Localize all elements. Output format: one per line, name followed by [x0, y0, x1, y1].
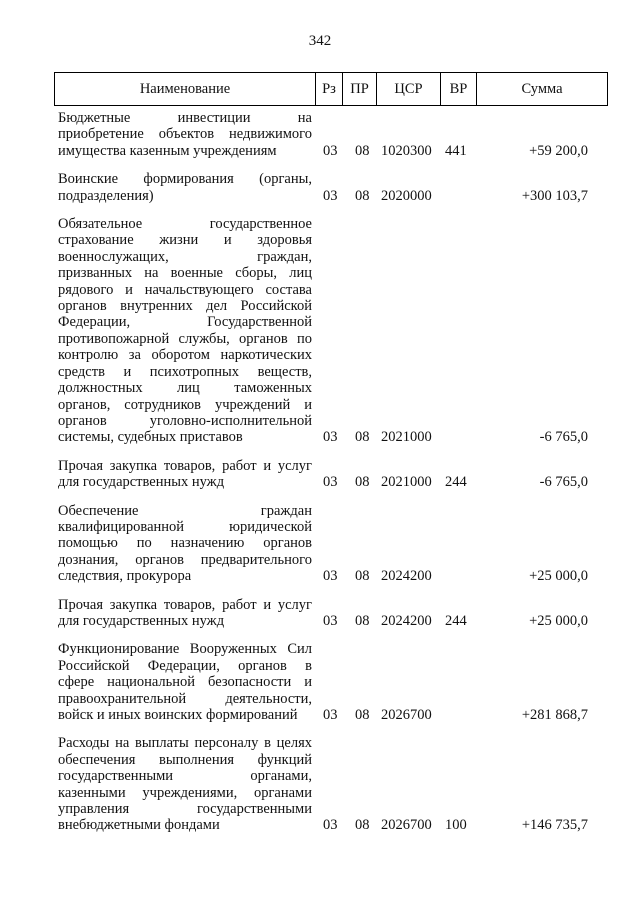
row-name-line: должностных лиц таможенных — [58, 380, 312, 397]
table-row — [0, 597, 640, 630]
row-name-line: квалифицированной юридической — [58, 518, 312, 535]
row-rz: 03 — [323, 429, 338, 446]
header-rz: Рз — [316, 73, 343, 105]
row-vr: 244 — [445, 612, 467, 629]
row-csr: 2020000 — [381, 187, 432, 204]
row-name-line: внебюджетными фондами — [58, 817, 220, 834]
row-name — [58, 110, 312, 159]
row-sum: -6 765,0 — [539, 474, 588, 491]
table-body — [0, 110, 640, 846]
row-csr: 2021000 — [381, 474, 432, 491]
row-rz: 03 — [323, 474, 338, 491]
row-name-line: рядового и начальствующего состава — [58, 281, 312, 298]
row-name-line: для государственных нужд — [58, 612, 225, 629]
row-name — [58, 171, 312, 204]
row-name-line: органов внутренних дел Российской — [58, 298, 312, 315]
table-row — [0, 735, 640, 833]
row-sum: +25 000,0 — [529, 568, 588, 585]
row-name-line: казенными учреждениями, органами — [58, 784, 312, 801]
row-name-line: Обязательное государственное — [58, 216, 312, 233]
row-name-line: Расходы на выплаты персоналу в целях — [58, 735, 312, 752]
row-sum: +300 103,7 — [521, 187, 588, 204]
row-name — [58, 458, 312, 491]
row-csr: 2026700 — [381, 817, 432, 834]
row-name-line: контролю за оборотом наркотических — [58, 347, 312, 364]
row-sum: +146 735,7 — [521, 817, 588, 834]
row-name-line: государственными органами, — [58, 768, 312, 785]
header-sum: Сумма — [521, 80, 563, 97]
row-csr: 2024200 — [381, 568, 432, 585]
row-csr: 2024200 — [381, 612, 432, 629]
row-pr: 08 — [355, 817, 370, 834]
row-name-line: помощью по назначению органов — [58, 535, 312, 552]
row-rz: 03 — [323, 707, 338, 723]
row-name — [58, 216, 312, 446]
row-name-line: сфере национальной безопасности и — [58, 674, 312, 691]
row-name-line: органов уголовно-исполнительной — [58, 412, 312, 429]
row-pr: 08 — [355, 429, 370, 446]
row-name-line: управления государственными — [58, 801, 312, 818]
table-row — [0, 110, 640, 159]
row-name-line: дознания, органов предварительного — [58, 551, 312, 568]
row-name-line: для государственных нужд — [58, 474, 225, 491]
table-row — [0, 216, 640, 446]
header-csr: ЦСР — [377, 73, 441, 105]
row-name-line: приобретение объектов недвижимого — [58, 126, 312, 143]
row-pr: 08 — [355, 142, 370, 159]
header-pr: ПР — [343, 73, 377, 105]
row-pr: 08 — [355, 612, 370, 629]
row-rz: 03 — [323, 817, 338, 834]
row-name-line: правоохранительной деятельности, — [58, 690, 312, 707]
header-name: Наименование — [55, 73, 316, 105]
row-name-line: органов, сотрудников учреждений и — [58, 396, 312, 413]
header-vr: ВР — [441, 73, 477, 105]
table-row — [0, 458, 640, 491]
row-pr: 08 — [355, 474, 370, 491]
page-number: 342 — [308, 33, 332, 49]
table-row — [0, 503, 640, 585]
row-name-line: страхование жизни и здоровья — [58, 232, 312, 249]
row-name — [58, 735, 312, 833]
row-name-line: Воинские формирования (органы, — [58, 171, 312, 188]
row-vr: 441 — [445, 142, 467, 159]
row-pr: 08 — [355, 187, 370, 204]
row-sum: +25 000,0 — [529, 612, 588, 629]
row-pr: 08 — [355, 568, 370, 585]
row-name-line: войск и иных воинских формирований — [58, 707, 298, 723]
row-name-line: средств и психотропных веществ, — [58, 363, 312, 380]
row-name-line: Бюджетные инвестиции на — [58, 110, 312, 126]
row-name-line: имущества казенным учреждениям — [58, 142, 277, 159]
row-sum: -6 765,0 — [539, 429, 588, 446]
row-name-line: Российской Федерации, органов в — [58, 657, 312, 674]
row-name — [58, 597, 312, 630]
row-csr: 1020300 — [381, 142, 432, 159]
row-csr: 2026700 — [381, 707, 432, 723]
row-rz: 03 — [323, 612, 338, 629]
table-row — [0, 171, 640, 204]
row-name-line: противопожарной службы, органов по — [58, 330, 312, 347]
row-name-line: Функционирование Вооруженных Сил — [58, 641, 312, 658]
row-name-line: призванных на военные сборы, лиц — [58, 265, 312, 282]
row-rz: 03 — [323, 142, 338, 159]
row-rz: 03 — [323, 568, 338, 585]
row-name-line: подразделения) — [58, 187, 154, 204]
row-sum: +59 200,0 — [529, 142, 588, 159]
row-name — [58, 641, 312, 723]
row-name-line: системы, судебных приставов — [58, 429, 243, 446]
row-name-line: следствия, прокурора — [58, 568, 192, 585]
row-name-line: Федерации, Государственной — [58, 314, 312, 331]
row-vr: 244 — [445, 474, 467, 491]
table-header — [54, 72, 608, 106]
row-vr: 100 — [445, 817, 467, 834]
row-name-line: военнослужащих, граждан, — [58, 248, 312, 265]
row-name-line: Прочая закупка товаров, работ и услуг — [58, 596, 312, 613]
row-rz: 03 — [323, 187, 338, 204]
row-pr: 08 — [355, 707, 370, 723]
row-name-line: Обеспечение граждан — [58, 502, 312, 519]
row-sum: +281 868,7 — [521, 707, 588, 723]
table-row — [0, 641, 640, 723]
row-name-line: обеспечения выполнения функций — [58, 751, 312, 768]
row-name-line: Прочая закупка товаров, работ и услуг — [58, 457, 312, 474]
row-name — [58, 503, 312, 585]
row-csr: 2021000 — [381, 429, 432, 446]
